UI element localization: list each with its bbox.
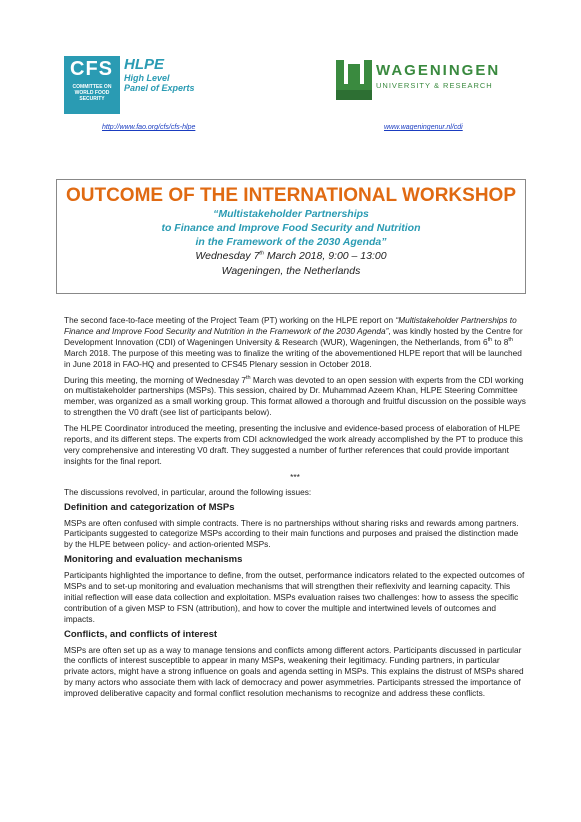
wur-name: WAGENINGEN	[376, 62, 501, 79]
title-box	[56, 179, 526, 294]
date-sup: th	[259, 250, 264, 257]
cfs-subtitle: COMMITTEE ON WORLD FOOD SECURITY	[72, 84, 112, 102]
paragraph-issues: The discussions revolved, in particular, around the following issues:	[64, 486, 312, 497]
p1-text-c: to 8	[492, 336, 509, 347]
date-time: March 2018, 9:00 – 13:00	[264, 250, 387, 262]
wur-link[interactable]: www.wageningenur.nl/cdi	[384, 124, 463, 131]
paragraph-monitoring: Participants highlighted the importance to define, from the outset, performance indicators related to the expected outcomes of MSPs and to set-up monitoring and evaluation mechanisms that will strengthen their reflexivity and learning capacity. This initial reflection will ease data collection and exploitation. MSPs evaluation raises two challenges: how to assess the specific contribution of a given MSP to FSN (attribution), and how to cover the multiple and intertwined levels of outcomes and impacts.	[64, 570, 525, 624]
hlpe-line1: High Level	[124, 73, 170, 83]
p2-sup: th	[246, 374, 251, 381]
paragraph-conflicts: MSPs are often set up as a way to manage tensions and conflicts among different actors. Participants discussed in particular the conflicts of interest susceptible to appear in many MSPs, weakening their legitimacy. Funding partners, in particular private actors, might have a strong influence on goals and agenda setting in MSPs. This explains the distrust of MSPs shared by many actors who associate them with lack of democracy and power asymmetries. Participants stressed the importance of improved deliberative capacity and formal conflict resolution mechanisms to recognize and address these conflicts.	[64, 644, 524, 699]
subtitle-line-2: to Finance and Improve Food Security and Nutrition	[161, 222, 421, 234]
paragraph-session	[64, 375, 526, 419]
date-text: Wednesday 7	[195, 250, 260, 262]
paragraph-definition: MSPs are often confused with simple contracts. There is no partnerships without sharing risks and rewards among partners. Participants suggested to categorize MSPs according to their main functions and purposes and praised the distinction made by the HLPE between policy- and action-oriented MSPs.	[64, 517, 519, 550]
p1-sup-1: th	[487, 337, 493, 344]
section-separator: ***	[290, 471, 300, 482]
event-place: Wageningen, the Netherlands	[221, 265, 361, 277]
subtitle-line-1: “Multistakeholder Partnerships	[213, 208, 369, 220]
p1-italic: “Multistakeholder Partnerships to Finance and Improve Food Security and Nutrition in the Framework of the 2030 Agenda”	[64, 315, 517, 336]
p1-text-d: March 2018. The purpose of this meeting was to finalize the writing of the abovementioned HLPE report that will be launched in June 2018 in FAO-HQ and presented to CFS45 Plenary session in October 2018.	[64, 347, 522, 369]
cfs-acronym: CFS	[70, 58, 113, 80]
paragraph-intro	[64, 315, 526, 370]
cfs-logo	[64, 56, 120, 114]
p1-text-b: , was kindly hosted by the Centre for Development Innovation (CDI) of Wageningen University & Research (WUR), Wageningen, the Netherlands, from 6	[64, 325, 523, 347]
hlpe-line2: Panel of Experts	[124, 83, 195, 93]
p2-text-a: During this meeting, the morning of Wednesday 7	[64, 374, 247, 385]
hlpe-name: HLPE	[124, 56, 165, 73]
header-logos	[0, 0, 581, 130]
heading-definition: Definition and categorization of MSPs	[64, 501, 235, 513]
p1-sup-2: th	[508, 337, 513, 344]
paragraph-coordinator: The HLPE Coordinator introduced the meeting, presenting the inclusive and evidence-based process of elaboration of HLPE reports, and its different steps. The experts from CDI acknowledged the work already accomplished by the PT to produce this very comprehensive and interesting V0 draft. They suggested a number of further references that could provide important insights for the final report.	[64, 423, 523, 466]
subtitle-line-3: in the Framework of the 2030 Agenda”	[195, 236, 387, 248]
p1-text-a: The second face-to-face meeting of the Project Team (PT) working on the HLPE report on	[64, 315, 396, 325]
wur-logo-icon	[336, 60, 372, 100]
wur-subtitle: UNIVERSITY & RESEARCH	[376, 81, 493, 90]
event-date	[57, 249, 525, 264]
heading-conflicts: Conflicts, and conflicts of interest	[64, 628, 218, 640]
heading-monitoring: Monitoring and evaluation mechanisms	[64, 554, 243, 566]
fao-link[interactable]: http://www.fao.org/cfs/cfs-hlpe	[102, 124, 196, 131]
p2-text-b: March was devoted to an open session with experts from the CDI working on multistakeholder partnerships (MSPs). This session, chaired by Dr. Muhammad Azeem Khan, HLPE Steering Committee member, was organized as a small working group. This format allowed a thorough and fruitful discussion on the possible ways to strengthen the V0 draft (see list of participants below).	[64, 374, 526, 418]
page-title: OUTCOME OF THE INTERNATIONAL WORKSHOP	[65, 185, 516, 206]
hlpe-logo	[124, 57, 195, 93]
document-body	[64, 315, 526, 704]
